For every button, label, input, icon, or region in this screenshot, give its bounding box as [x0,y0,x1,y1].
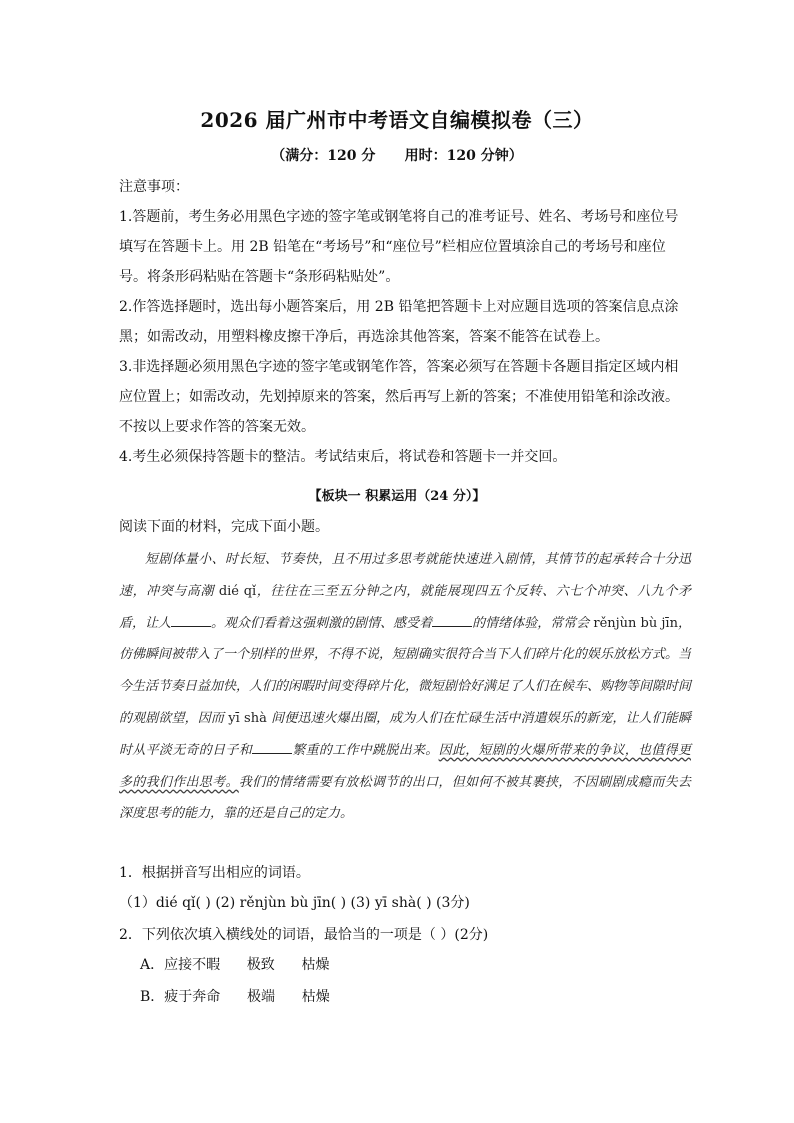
pinyin-text: yī shà [224,710,272,726]
exam-title: 2026 届广州市中考语文自编模拟卷（三） [200,108,594,132]
notes-heading: 注意事项： [119,179,189,195]
section-instruction: 阅读下面的材料，完成下面小题。 [119,519,329,535]
notes-list [119,202,689,472]
question-1-items: （1）dié qǐ( ) (2) rěnjùn bù jīn( ) (3) yī shà( ) (3分) [119,895,470,911]
passage-text: 短剧体量小、时长短、节奏快，且不用过多思考就能快速进入剧情，其情节的起承转合十分迅速，冲突与高潮 [119,552,691,599]
passage-text: 我们的情绪需要有放松调节的出口，但如何不被其裹挟，不因刷剧成瘾而失去深度思考的能力，靠的还是自己的定力。 [119,774,691,822]
pinyin-text: rěnjùn bù jīn [589,615,678,631]
passage-text: ，往往在三至五分钟之内，就能展现四五个反转、六七个冲突、八九个矛盾，让人 [119,583,691,631]
fill-blank [252,739,292,754]
option-a: A．应接不暇 极致 枯燥 [140,957,330,973]
note-item: 1.答题前，考生务必用黑色字迹的签字笔或钢笔将自己的准考证号、姓名、考场号和座位号填写在答题卡上。用 2B 铅笔在“考场号”和“座位号”栏相应位置填涂自己的考场号和座位号。将条形码粘贴在答题卡“条形码粘贴处”。 [119,209,679,285]
question-1: 1．根据拼音写出相应的词语。 [119,865,310,881]
question-2: 2．下列依次填入横线处的词语，最恰当的一项是（ ）(2分) [119,927,489,943]
wavy-underlined-sentence: 因此，短剧的火爆所带来的争议，也值得更多的我们作出思考。 [119,742,691,790]
section-title: 【板块一 积累运用（24 分）】 [308,489,486,504]
fill-blank [432,612,472,627]
passage-text: 的情绪体验，常常会 [472,615,590,631]
note-item: 4.考生必须保持答题卡的整洁。考试结束后，将试卷和答题卡一并交回。 [119,449,567,465]
passage-text: ，仿佛瞬间被带入了一个别样的世界，不得不说，短剧确实很符合当下人们碎片化的娱乐放松方式。当今生活节奏日益加快，人们的闲暇时间变得碎片化，微短剧恰好满足了人们在候车、购物等间隙时间的观剧欲望，因而 [119,615,692,726]
option-b: B．疲于奔命 极端 枯燥 [140,989,330,1005]
note-item: 2.作答选择题时，选出每小题答案后，用 2B 铅笔把答题卡上对应题目选项的答案信息点涂黑；如需改动，用塑料橡皮擦干净后，再选涂其他答案，答案不能答在试卷上。 [119,299,679,345]
reading-passage [119,544,691,830]
pinyin-text: dié qǐ [214,583,257,599]
note-item: 3.非选择题必须用黑色字迹的签字笔或钢笔作答，答案必须写在答题卡各题目指定区域内相应位置上；如需改动，先划掉原来的答案，然后再写上新的答案；不准使用铅笔和涂改液。不按以上要求作答的答案无效。 [119,359,679,435]
passage-text: 间便迅速火爆出圈，成为人们在忙碌生活中消遣娱乐的新宠，让人们能瞬时从平淡无奇的日子和 [119,710,691,758]
passage-text: 。观众们看着这强刺激的剧情、感受着 [211,615,433,631]
passage-text: 繁重的工作中跳脱出来。 [292,742,439,758]
exam-subtitle: （满分：120 分 用时：120 分钟） [271,148,523,164]
fill-blank [171,612,211,627]
